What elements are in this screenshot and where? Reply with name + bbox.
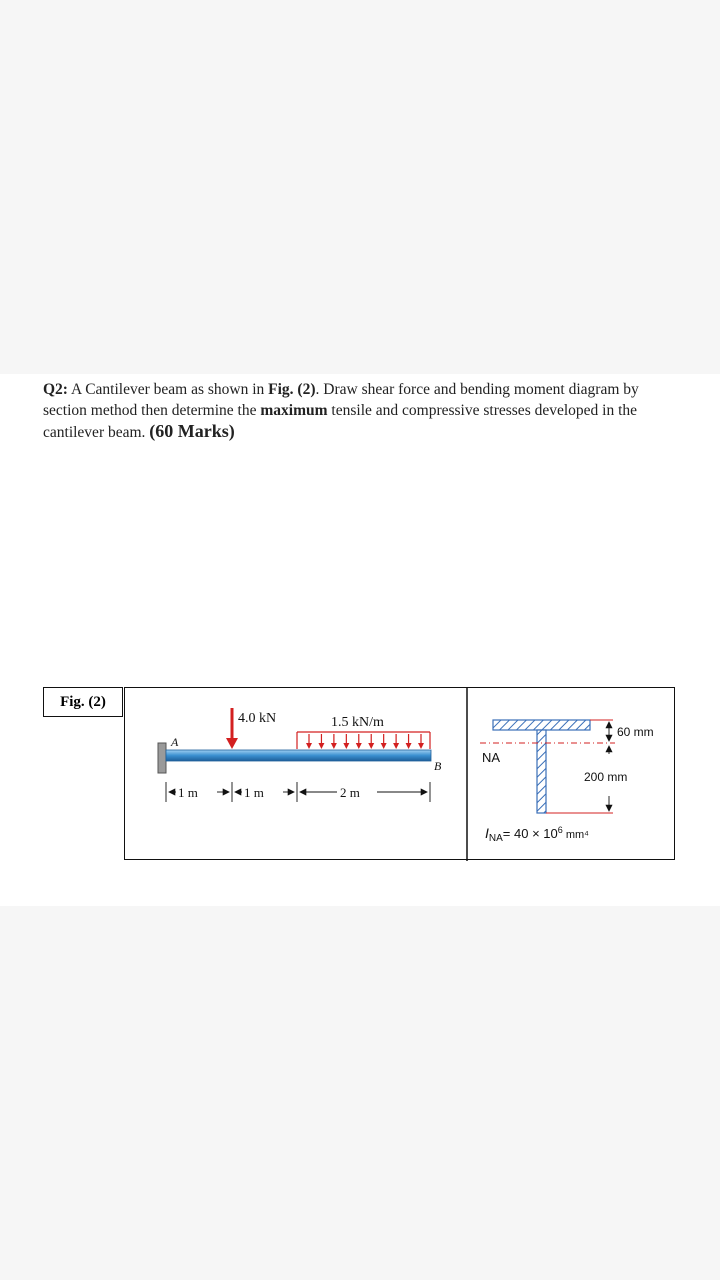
point-load-label: 4.0 kN [238,711,277,726]
udl-arrow-head [306,743,312,749]
figure-drawing [125,688,676,861]
neutral-axis-label: NA [482,750,501,765]
t-section-diagram [480,720,654,844]
section-dimension-leaders [546,720,613,813]
distributed-load-label: 1.5 kN/m [331,715,384,730]
moment-of-inertia-label: $I_{NA}= 40 \times 10^6$ $_{mm^4}$ [485,825,589,844]
support-label-a: A [171,735,179,749]
document-page [0,374,720,906]
dimension-2m: 2 m [340,785,360,800]
t-section-flange [493,720,590,730]
udl-arrow-set [306,734,424,749]
udl-arrow-head [356,743,362,749]
udl-arrow-head [318,743,324,749]
figure-box [124,687,675,860]
depth-dimension-label: 200 mm [584,770,628,784]
udl-arrow-head [393,743,399,749]
udl-arrow-head [368,743,374,749]
question-number: Q2: [43,381,68,398]
distributed-load-arrows [297,732,430,749]
dimension-lines [166,782,430,802]
flange-dimension-label: 60 mm [617,725,654,739]
dimension-1m-second: 1 m [244,785,264,800]
figure-reference: Fig. (2) [268,381,316,398]
dimension-1m-first: 1 m [178,785,198,800]
cantilever-beam-diagram [158,708,442,802]
udl-arrow-head [343,743,349,749]
emphasis-word: maximum [260,402,328,419]
beam-body [166,750,431,761]
udl-arrow-head [331,743,337,749]
fixed-support-icon [158,743,166,773]
question-text: Q2: A Cantilever beam as shown in Fig. (2). Draw shear force and bending moment diagram by section method then determine the maximum tensile and compressive stresses developed in the cantilever beam. (60 Marks) [43,381,639,441]
t-section-web [537,730,546,813]
udl-arrow-head [381,743,387,749]
point-load-arrow [226,708,238,749]
udl-arrow-head [418,743,424,749]
marks-label: (60 Marks) [149,421,235,441]
end-label-b: B [434,759,442,773]
udl-arrow-head [406,743,412,749]
figure-label: Fig. (2) [43,687,123,717]
